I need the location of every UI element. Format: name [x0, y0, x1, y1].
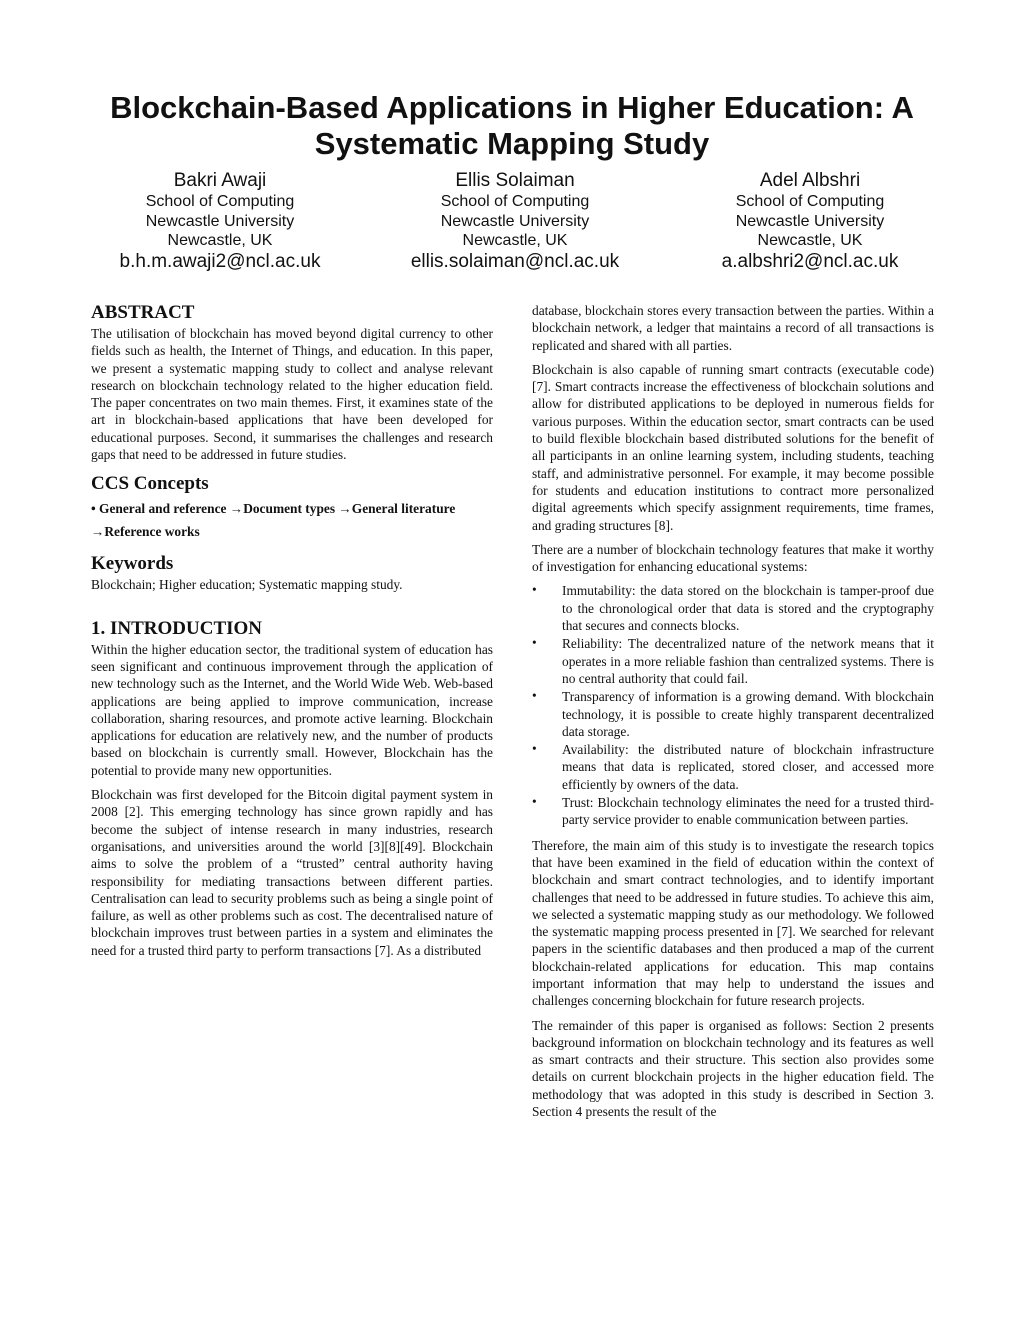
author-name: Adel Albshri	[759, 170, 861, 191]
bullet-icon: •	[532, 741, 537, 757]
feature-text: Availability: the distributed nature of blockchain infrastructure means that data is replicated, stored closer, and accessed more efficiently by owners of the data.	[562, 742, 934, 792]
author-university: Newcastle University	[440, 212, 590, 230]
intro-paragraph: Therefore, the main aim of this study is to investigate the research topics that have been examined in the field of education within the context of blockchain and smart contract technologies, and to identify important challenges that need to be addressed in future studies. To achieve this aim, we selected a systematic mapping study as our methodology. We followed the systematic mapping process presented in [7]. We searched for relevant papers in the scientific databases and then produced a map of the current blockchain-related applications for education. This map contains important information that may help to understand the issues and challenges concerning blockchain for future research projects.	[532, 837, 934, 1009]
feature-text: Transparency of information is a growing demand. With blockchain technology, it is possible to create highly transparent decentralized data storage.	[562, 689, 934, 739]
author-name: Ellis Solaiman	[455, 170, 575, 191]
feature-list	[532, 582, 934, 828]
author-school: School of Computing	[145, 193, 295, 210]
author-location: Newcastle, UK	[757, 232, 863, 249]
left-column	[91, 302, 493, 966]
author-school: School of Computing	[440, 193, 590, 210]
feature-text: Immutability: the data stored on the blockchain is tamper-proof due to the chronological order that data is stored and the cryptography that secures and connects blocks.	[562, 583, 934, 634]
abstract-text: The utilisation of blockchain has moved beyond digital currency to other fields such as health, the Internet of Things, and education. In this paper, we present a systematic mapping study to collect and analyse relevant research on blockchain technology related to the higher education field. The paper concentrates on two main themes. First, it examines state of the art in blockchain-based applications that have been developed for educational purposes. Second, it summarises the challenges and research gaps that need to be addressed in future studies.	[91, 326, 493, 463]
author-block	[680, 170, 940, 273]
feature-item	[532, 582, 934, 634]
author-list	[90, 170, 940, 273]
intro-paragraph: Within the higher education sector, the traditional system of education has seen significant and continuous improvement through the application of new technology such as the Internet, and the World Wide Web. Web-based applications are being applied to improve communication, increase collaboration, sharing resources, and promote active learning. Blockchain applications for education are relatively new, and the number of products based on blockchain is currently small. However, Blockchain has the potential to provide many new opportunities.	[91, 641, 493, 778]
author-school: School of Computing	[735, 193, 885, 210]
ccs-concepts: • General and reference →Document types →General literature →Reference works	[91, 501, 456, 540]
author-location: Newcastle, UK	[167, 232, 273, 249]
intro-paragraph: There are a number of blockchain technology features that make it worthy of investigation for enhancing educational systems:	[532, 541, 934, 575]
intro-paragraph: Blockchain is also capable of running smart contracts (executable code) [7]. Smart contracts increase the effectiveness of blockchain solutions and allow for distributed applications to be deployed in numerous fields for various purposes. Within the education sector, smart contracts can be used to build flexible blockchain based distributed solutions for the benefit of all participants in an online learning system, including students, teaching staff, and administrative personnel. For example, it may become possible for students and education institutions to contract more personalized digital agreements which specify assignment requirements, time frames, and grading structures [8].	[532, 361, 934, 533]
author-email: b.h.m.awaji2@ncl.ac.uk	[119, 250, 321, 272]
paper-title: Blockchain-Based Applications in Higher Education: A Systematic Mapping Study	[110, 90, 914, 161]
feature-item	[532, 741, 934, 793]
author-block	[90, 170, 350, 273]
intro-paragraph: The remainder of this paper is organised as follows: Section 2 presents background information on blockchain technology and its features as well as smart contracts and their structure. This section also provides some details on current blockchain projects in the higher education field. The methodology that was adopted in this study is described in Section 3. Section 4 presents the result of the	[532, 1017, 934, 1120]
author-email: ellis.solaiman@ncl.ac.uk	[410, 250, 620, 272]
feature-text: Reliability: The decentralized nature of the network means that it operates in a more reliable fashion than centralized systems. There is no central authority that could fail.	[562, 636, 934, 686]
introduction-heading: 1. INTRODUCTION	[91, 617, 263, 639]
abstract-heading: ABSTRACT	[91, 302, 195, 323]
bullet-icon: •	[532, 688, 537, 704]
author-block	[385, 170, 645, 273]
intro-paragraph: database, blockchain stores every transaction between the parties. Within a blockchain network, a ledger that maintains a record of all transactions is replicated and shared with all parties.	[532, 303, 934, 353]
right-column	[532, 302, 934, 1127]
ccs-heading: CCS Concepts	[91, 473, 209, 495]
author-university: Newcastle University	[735, 212, 885, 230]
author-university: Newcastle University	[145, 212, 295, 230]
keywords-heading: Keywords	[91, 553, 174, 575]
feature-item	[532, 688, 934, 740]
bullet-icon: •	[532, 794, 537, 810]
author-email: a.albshri2@ncl.ac.uk	[721, 250, 899, 272]
intro-paragraph: Blockchain was first developed for the Bitcoin digital payment system in 2008 [2]. This emerging technology has since grown rapidly and has become the subject of intense research in many industries, research organisations, and universities around the world [3][8][49]. Blockchain aims to solve the problem of a “trusted” central authority having responsibility for mediating transactions between different parties. Centralisation can lead to security problems such as being a single point of failure, as well as other problems such as cost. The decentralised nature of blockchain improves trust between parties in a system and eliminates the need for a trusted third party to perform transactions [7]. As a distributed	[91, 787, 493, 958]
feature-item	[532, 794, 934, 829]
feature-text: Trust: Blockchain technology eliminates the need for a trusted third-party service provider to enable communication between parties.	[562, 795, 934, 828]
bullet-icon: •	[532, 635, 537, 651]
author-location: Newcastle, UK	[462, 232, 568, 249]
feature-item	[532, 635, 934, 687]
bullet-icon: •	[532, 582, 537, 598]
author-name: Bakri Awaji	[173, 170, 267, 191]
keywords-text: Blockchain; Higher education; Systematic mapping study.	[91, 577, 403, 593]
